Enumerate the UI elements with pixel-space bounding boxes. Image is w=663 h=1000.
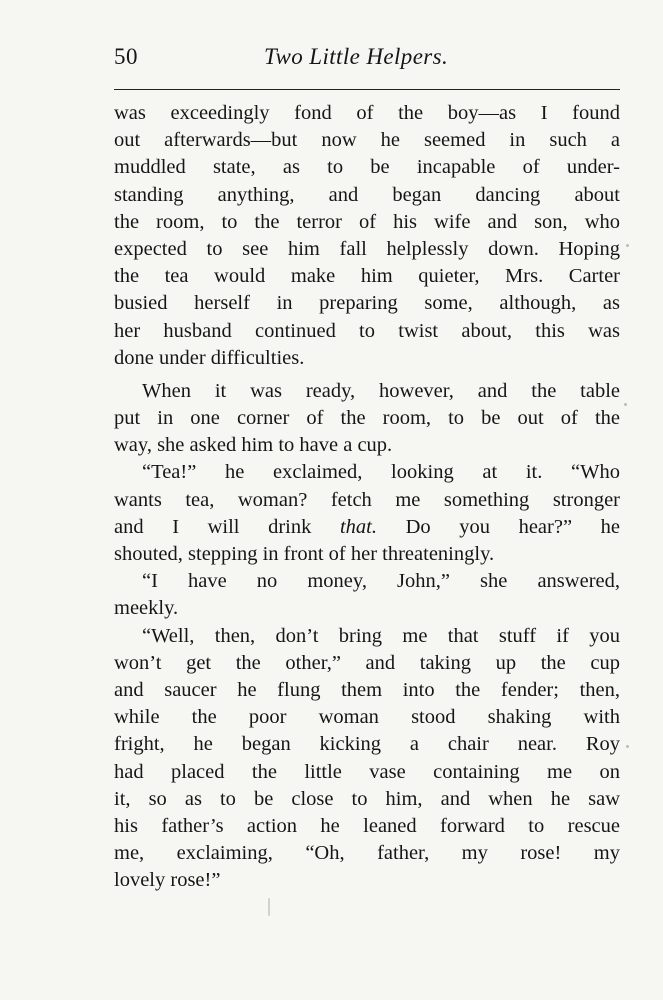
text-line: muddled state, as to be incapable of under- [114, 156, 620, 179]
paper-speck [626, 745, 629, 748]
text-line: put in one corner of the room, to be out of the [114, 407, 620, 430]
text-line: while the poor woman stood shaking with [114, 706, 620, 729]
text-line: “Well, then, don’t bring me that stuff if you [142, 624, 620, 647]
text-fragment: Do you hear?” he [405, 515, 620, 538]
text-line [114, 514, 620, 541]
paragraph [114, 623, 620, 895]
text-line: had placed the little vase containing me on [114, 760, 620, 783]
text-line: When it was ready, however, and the table [142, 379, 620, 402]
text-line: and saucer he flung them into the fender; then, [114, 678, 620, 701]
text-line: her husband continued to twist about, this was [114, 319, 620, 342]
text-line: me, exclaiming, “Oh, father, my rose! my [114, 842, 620, 865]
text-line: meekly. [114, 597, 179, 620]
text-line: “I have no money, John,” she answered, [142, 570, 620, 593]
text-line: “Tea!” he exclaimed, looking at it. “Who [142, 461, 620, 484]
text-fragment: and I will drink [114, 515, 312, 538]
text-line: his father’s action he leaned forward to rescue [114, 814, 620, 837]
text-line: lovely rose!” [114, 869, 221, 892]
emphasized-word: that. [339, 515, 377, 538]
header-rule [114, 89, 620, 90]
paper-speck [268, 898, 270, 916]
text-line: fright, he began kicking a chair near. Roy [114, 733, 620, 756]
text-line: wants tea, woman? fetch me something stronger [114, 488, 620, 511]
text-line: was exceedingly fond of the boy—as I found [114, 102, 620, 124]
text-line: expected to see him fall helplessly down. Hoping [114, 237, 620, 260]
paragraph [114, 459, 620, 568]
text-line: the tea would make him quieter, Mrs. Carter [114, 265, 620, 288]
text-line: way, she asked him to have a cup. [114, 434, 393, 457]
text-line: won’t get the other,” and taking up the cup [114, 651, 620, 674]
text-line: it, so as to be close to him, and when he saw [114, 787, 620, 810]
text-line: done under difficulties. [114, 346, 305, 369]
text-line: busied herself in preparing some, although, as [114, 292, 620, 315]
paper-speck [626, 244, 629, 247]
text-line: shouted, stepping in front of her threateningly. [114, 543, 495, 565]
text-line: standing anything, and began dancing about [114, 183, 620, 206]
text-line: the room, to the terror of his wife and son, who [114, 210, 620, 233]
body-text [114, 100, 620, 894]
page-number: 50 [114, 44, 138, 69]
paragraph [114, 378, 620, 460]
paragraph [114, 100, 620, 372]
paragraph [114, 568, 620, 622]
paper-speck [624, 403, 627, 406]
running-title: Two Little Helpers. [264, 44, 449, 69]
text-line: out afterwards—but now he seemed in such a [114, 129, 620, 152]
page-header [114, 44, 620, 76]
